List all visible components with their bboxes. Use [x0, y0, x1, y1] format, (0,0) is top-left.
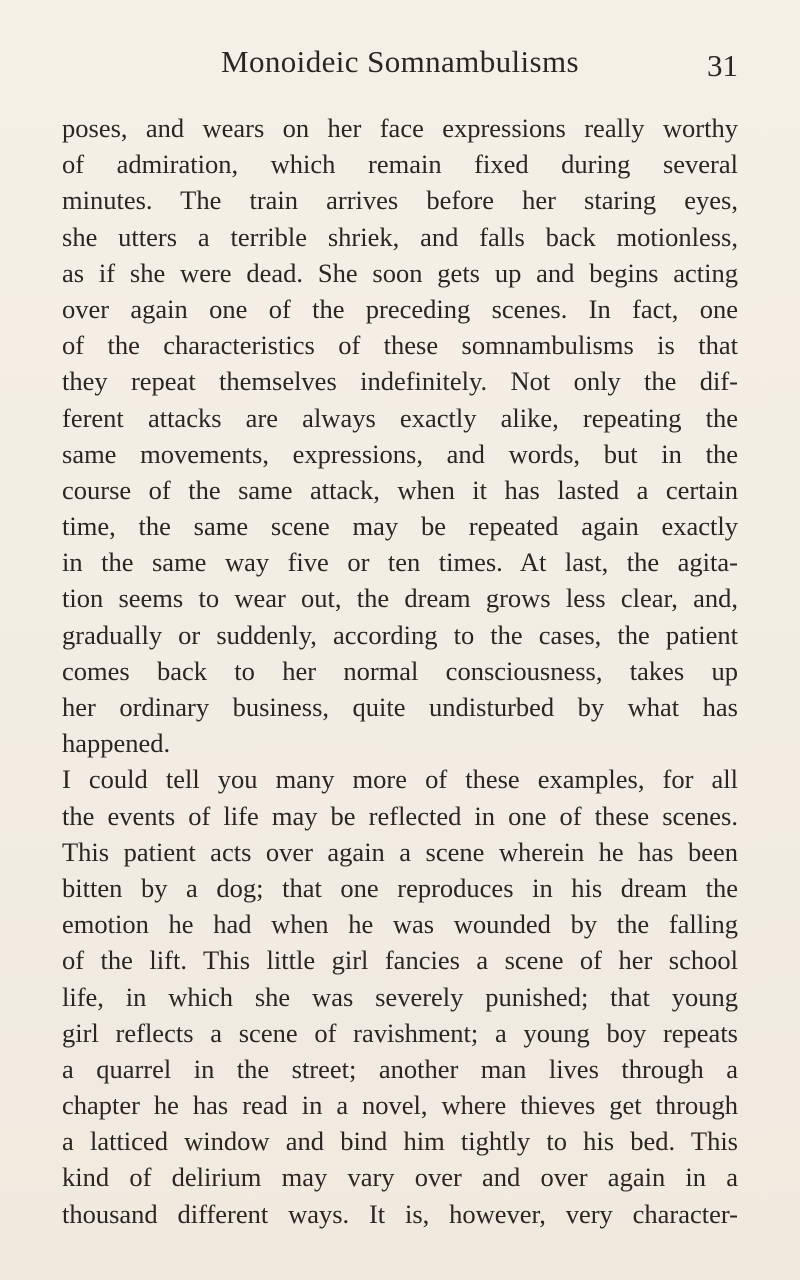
running-head — [62, 40, 738, 84]
text-line: the events of life may be reflected in one of these scenes. — [62, 800, 738, 831]
text-line: bitten by a dog; that one reproduces in his dream the — [62, 872, 738, 903]
text-line: as if she were dead. She soon gets up and begins acting — [62, 257, 738, 288]
text-line-paragraph-end: happened. — [62, 728, 171, 759]
running-title: Monoideic Somnambulisms — [221, 44, 579, 79]
text-line: a quarrel in the street; another man lives through a — [62, 1053, 738, 1084]
text-line: chapter he has read in a novel, where thieves get through — [62, 1090, 738, 1121]
text-line: her ordinary business, quite undisturbed by what has — [62, 692, 738, 722]
text-line: life, in which she was severely punished; that young — [62, 981, 738, 1012]
text-line: kind of delirium may vary over and over again in a — [62, 1162, 738, 1193]
text-line: of the lift. This little girl fancies a scene of her school — [62, 945, 738, 976]
text-line: emotion he had when he was wounded by the falling — [62, 909, 738, 940]
text-line: comes back to her normal consciousness, takes up — [62, 655, 738, 686]
text-line: gradually or suddenly, according to the cases, the patient — [62, 619, 738, 650]
text-line: of admiration, which remain fixed during several — [62, 149, 738, 180]
text-line: of the characteristics of these somnambulisms is that — [62, 330, 738, 361]
page-number: 31 — [707, 48, 738, 83]
text-line: ferent attacks are always exactly alike, repeating the — [62, 402, 738, 433]
text-line: they repeat themselves indefinitely. Not only the dif- — [62, 366, 738, 397]
text-line: tion seems to wear out, the dream grows less clear, and, — [62, 583, 738, 614]
text-line: time, the same scene may be repeated again exactly — [62, 511, 738, 542]
text-line: This patient acts over again a scene wherein he has been — [62, 836, 738, 867]
text-line: she utters a terrible shriek, and falls back motionless, — [62, 221, 738, 252]
text-line: minutes. The train arrives before her staring eyes, — [62, 185, 738, 216]
text-line: girl reflects a scene of ravishment; a young boy repeats — [62, 1017, 738, 1048]
text-line: course of the same attack, when it has lasted a certain — [62, 474, 738, 505]
text-line: a latticed window and bind him tightly to his bed. This — [62, 1126, 738, 1157]
text-line: over again one of the preceding scenes. In fact, one — [62, 293, 738, 324]
text-line: same movements, expressions, and words, but in the — [62, 438, 738, 469]
text-line: thousand different ways. It is, however, very character- — [62, 1198, 738, 1229]
text-line-paragraph-start: I could tell you many more of these examples, for all — [62, 764, 738, 795]
body-text — [62, 110, 738, 1232]
text-line: poses, and wears on her face expressions really worthy — [62, 113, 738, 143]
text-line: in the same way five or ten times. At last, the agita- — [62, 547, 738, 578]
